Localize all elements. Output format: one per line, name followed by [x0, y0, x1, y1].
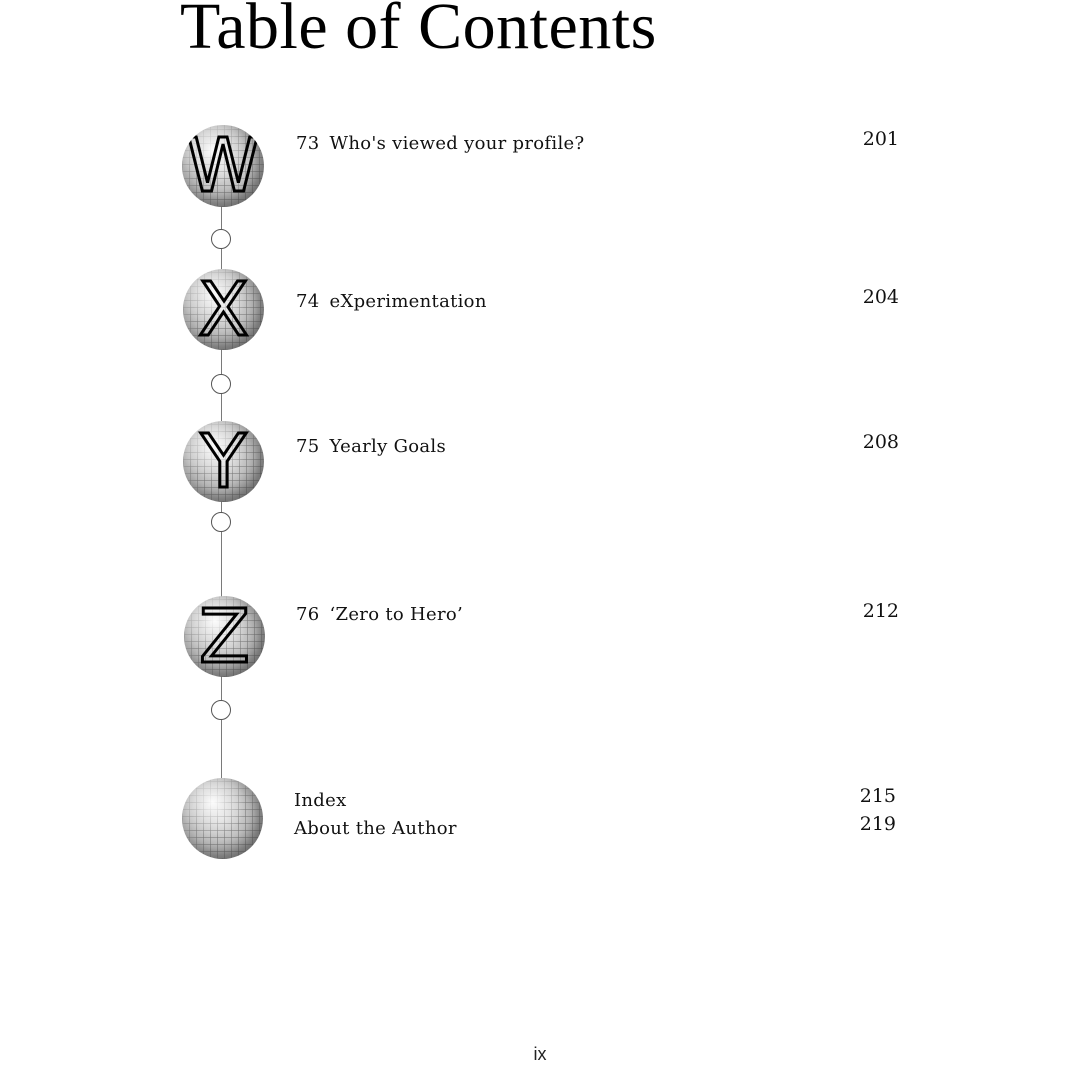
chapter-letter: W	[186, 125, 260, 207]
ring-icon	[211, 512, 231, 532]
disco-ball-icon	[182, 125, 264, 207]
back-matter-title: Index	[294, 790, 347, 811]
rail-connector	[221, 205, 222, 269]
back-matter-title: About the Author	[294, 818, 457, 839]
chapter-number: 74	[296, 291, 320, 312]
chapter-number: 75	[296, 436, 320, 457]
page-title: Table of Contents	[180, 0, 657, 63]
toc-entry-index[interactable]	[294, 790, 347, 811]
page-number: 219	[859, 813, 896, 835]
chapter-letter: X	[198, 269, 249, 350]
disco-ball-icon	[184, 596, 265, 677]
page-number: 212	[862, 600, 899, 622]
chapter-number: 73	[296, 133, 320, 154]
toc-entry[interactable]	[296, 604, 463, 625]
disco-ball-icon	[183, 421, 264, 502]
page-number: 201	[862, 128, 899, 150]
disco-ball-icon	[182, 778, 263, 859]
chapter-letter: Y	[200, 421, 247, 502]
ring-icon	[211, 229, 231, 249]
chapter-title: eXperimentation	[329, 291, 487, 312]
page-number: 208	[862, 431, 899, 453]
chapter-letter: Z	[199, 596, 250, 677]
rail-connector	[221, 349, 222, 421]
toc-entry-about-author[interactable]	[294, 818, 457, 839]
disco-ball-icon	[183, 269, 264, 350]
page-number: 204	[862, 286, 899, 308]
chapter-title: Yearly Goals	[329, 436, 447, 457]
toc-entry[interactable]	[296, 133, 584, 154]
chapter-title: ‘Zero to Hero’	[329, 604, 464, 625]
chapter-title: Who's viewed your profile?	[329, 133, 585, 154]
chapter-number: 76	[296, 604, 320, 625]
ring-icon	[211, 700, 231, 720]
folio: ix	[533, 1044, 547, 1064]
rail-connector	[221, 676, 222, 778]
ring-icon	[211, 374, 231, 394]
toc-entry[interactable]	[296, 436, 446, 457]
toc-entry[interactable]	[296, 291, 487, 312]
rail-connector	[221, 500, 222, 598]
page-number: 215	[859, 785, 896, 807]
